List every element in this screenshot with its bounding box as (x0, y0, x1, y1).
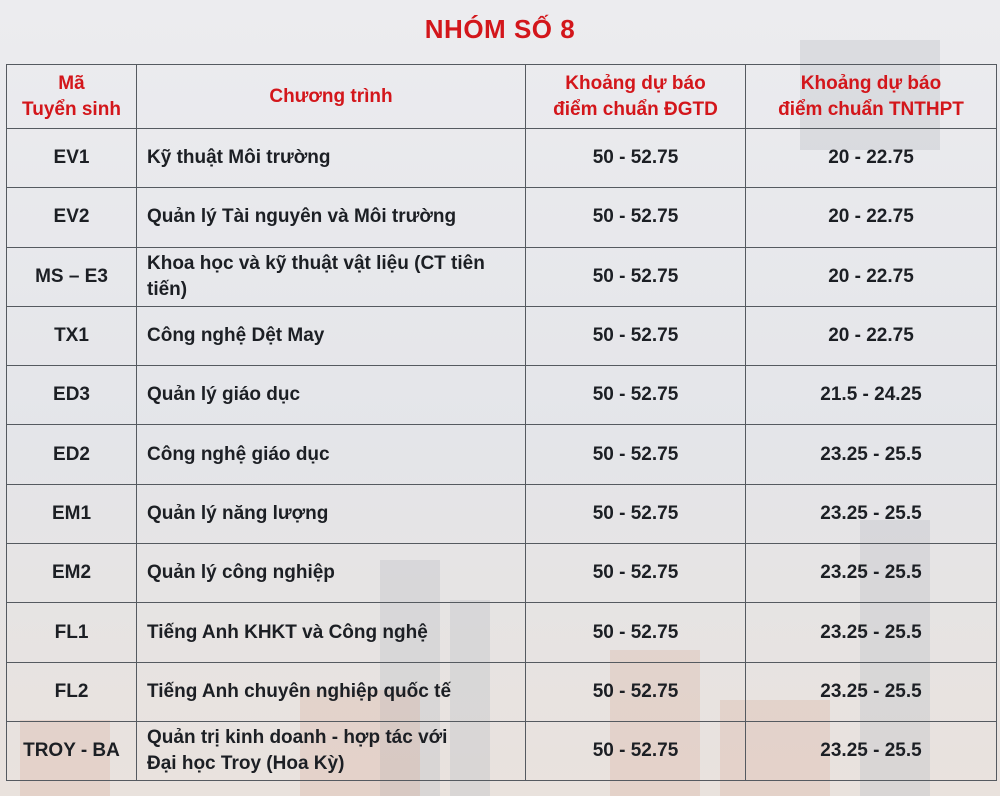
cell-code: EM1 (7, 484, 137, 543)
cell-program (137, 425, 526, 484)
cell-tnthpt: 23.25 - 25.5 (746, 721, 997, 780)
program-line: Quản lý Tài nguyên và Môi trường (147, 206, 457, 228)
cell-tnthpt: 23.25 - 25.5 (746, 603, 997, 662)
cell-program (137, 188, 526, 247)
cell-program (137, 721, 526, 780)
program-line: Công nghệ Dệt May (147, 325, 325, 347)
program-line: Công nghệ giáo dục (147, 443, 330, 465)
header-line: Tuyển sinh (22, 98, 121, 120)
cell-program (137, 247, 526, 306)
cell-program (137, 306, 526, 365)
cell-program (137, 484, 526, 543)
cell-code: EV1 (7, 129, 137, 188)
table-row (7, 484, 997, 543)
header-line: điểm chuẩn TNTHPT (778, 98, 964, 120)
cell-program (137, 366, 526, 425)
cell-tnthpt: 23.25 - 25.5 (746, 544, 997, 603)
table-row (7, 247, 997, 306)
program-line: Quản trị kinh doanh - hợp tác với (147, 727, 448, 749)
cell-program (137, 544, 526, 603)
cell-tnthpt: 21.5 - 24.25 (746, 366, 997, 425)
cell-tnthpt: 23.25 - 25.5 (746, 662, 997, 721)
table-row (7, 188, 997, 247)
cell-program (137, 603, 526, 662)
program-line: tiến) (147, 278, 188, 300)
cell-code: EV2 (7, 188, 137, 247)
cell-code: MS – E3 (7, 247, 137, 306)
cell-dgtd: 50 - 52.75 (526, 544, 746, 603)
cell-dgtd: 50 - 52.75 (526, 188, 746, 247)
table-row (7, 603, 997, 662)
table-row (7, 721, 997, 780)
cell-tnthpt: 20 - 22.75 (746, 188, 997, 247)
cell-program (137, 662, 526, 721)
cell-dgtd: 50 - 52.75 (526, 484, 746, 543)
cell-dgtd: 50 - 52.75 (526, 366, 746, 425)
cell-code: TROY - BA (7, 721, 137, 780)
cell-dgtd: 50 - 52.75 (526, 306, 746, 365)
header-admission-code (7, 65, 137, 129)
cell-dgtd: 50 - 52.75 (526, 721, 746, 780)
cell-tnthpt: 23.25 - 25.5 (746, 484, 997, 543)
table-row (7, 425, 997, 484)
header-line: Chương trình (269, 85, 393, 107)
header-tnthpt-range (746, 65, 997, 129)
program-line: Đại học Troy (Hoa Kỳ) (147, 753, 345, 775)
program-line: Tiếng Anh KHKT và Công nghệ (147, 621, 428, 643)
table-row (7, 129, 997, 188)
program-line: Quản lý công nghiệp (147, 562, 335, 584)
header-program (137, 65, 526, 129)
cell-dgtd: 50 - 52.75 (526, 425, 746, 484)
header-dgtd-range (526, 65, 746, 129)
table-row (7, 366, 997, 425)
cell-code: TX1 (7, 306, 137, 365)
table-header-row (7, 65, 997, 129)
program-line: Quản lý năng lượng (147, 502, 329, 524)
header-line: Khoảng dự báo (800, 72, 942, 94)
cell-code: ED3 (7, 366, 137, 425)
cell-dgtd: 50 - 52.75 (526, 247, 746, 306)
page-title: NHÓM SỐ 8 (424, 14, 576, 44)
cell-tnthpt: 20 - 22.75 (746, 247, 997, 306)
cell-code: FL2 (7, 662, 137, 721)
program-line: Khoa học và kỹ thuật vật liệu (CT tiên (147, 252, 485, 274)
cell-tnthpt: 20 - 22.75 (746, 306, 997, 365)
cell-tnthpt: 23.25 - 25.5 (746, 425, 997, 484)
program-line: Tiếng Anh chuyên nghiệp quốc tế (147, 680, 452, 702)
cell-dgtd: 50 - 52.75 (526, 662, 746, 721)
program-line: Kỹ thuật Môi trường (147, 147, 331, 169)
cell-code: ED2 (7, 425, 137, 484)
table-row (7, 662, 997, 721)
header-line: Mã (58, 72, 85, 94)
admission-score-table (6, 64, 997, 781)
cell-program (137, 129, 526, 188)
header-line: Khoảng dự báo (565, 72, 706, 94)
cell-dgtd: 50 - 52.75 (526, 603, 746, 662)
program-line: Quản lý giáo dục (147, 384, 301, 406)
cell-dgtd: 50 - 52.75 (526, 129, 746, 188)
cell-code: FL1 (7, 603, 137, 662)
table-row (7, 544, 997, 603)
cell-code: EM2 (7, 544, 137, 603)
table-row (7, 306, 997, 365)
cell-tnthpt: 20 - 22.75 (746, 129, 997, 188)
header-line: điểm chuẩn ĐGTD (553, 98, 718, 120)
